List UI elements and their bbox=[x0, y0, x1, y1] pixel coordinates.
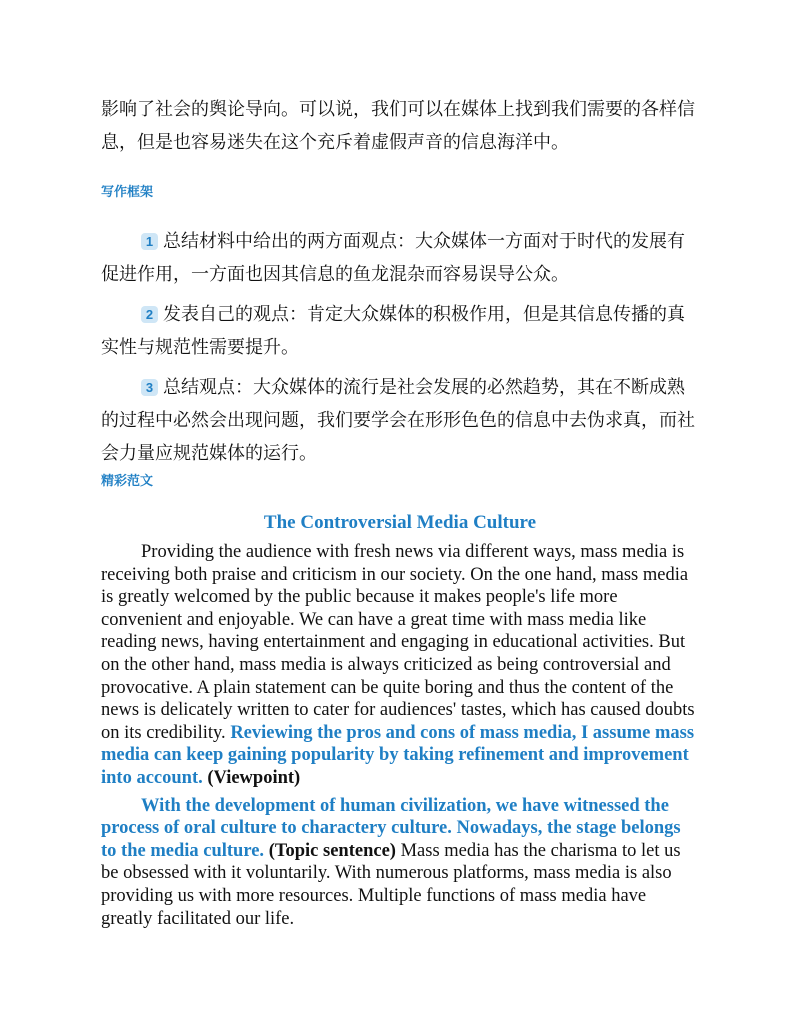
number-badge-1: 1 bbox=[141, 233, 158, 250]
paragraph-text: Mass media has the charisma to let us be obsessed with it voluntarily. With numerous platforms, mass media is also providing us with more resources. Multiple functions of mass media have greatly facilitated our life. bbox=[101, 840, 681, 929]
intro-paragraph: 影响了社会的舆论导向。可以说，我们可以在媒体上找到我们需要的各样信息，但是也容易迷失在这个充斥着虚假声音的信息海洋中。 bbox=[101, 99, 695, 153]
topic-sentence-tag: (Topic sentence) bbox=[264, 840, 396, 861]
paragraph-text: Providing the audience with fresh news via different ways, mass media is receiving both praise and criticism in our society. On the one hand, mass media is greatly welcomed by the public because it makes people's life more convenient and enjoyable. We can have a great time with mass media like reading news, having entertainment and engaging in educational activities. But on the other hand, mass media is always criticized as being controversial and provocative. A plain statement can be quite boring and thus the content of the news is delicately written to cater for audiences' tastes, which has caused doubts on its credibility. bbox=[101, 542, 695, 743]
sample-essay bbox=[101, 510, 699, 935]
framework-item-text: 总结观点：大众媒体的流行是社会发展的必然趋势，其在不断成熟的过程中必然会出现问题，我们要学会在形形色色的信息中去伪求真，而社会力量应规范媒体的运行。 bbox=[101, 377, 695, 464]
viewpoint-tag: (Viewpoint) bbox=[202, 767, 301, 788]
framework-item-text: 总结材料中给出的两方面观点：大众媒体一方面对于时代的发展有促进作用，一方面也因其信息的鱼龙混杂而容易误导公众。 bbox=[101, 231, 685, 285]
essay-paragraph-1 bbox=[101, 541, 699, 790]
viewpoint-sentence: Reviewing the pros and cons of mass media, I assume mass media can keep gaining popularity by taking refinement and improvement into account. bbox=[101, 722, 695, 788]
topic-sentence: With the development of human civilization, we have witnessed the process of oral culture to charactery culture. Nowadays, the stage belongs to the media culture. bbox=[101, 795, 681, 861]
framework-heading: 写作框架 bbox=[101, 185, 154, 200]
number-badge-2: 2 bbox=[141, 306, 158, 323]
essay-paragraph-2 bbox=[101, 795, 699, 931]
framework-item-text: 发表自己的观点：肯定大众媒体的积极作用，但是其信息传播的真实性与规范性需要提升。 bbox=[101, 304, 685, 358]
framework-list bbox=[101, 225, 699, 477]
essay-title: The Controversial Media Culture bbox=[263, 512, 537, 533]
number-badge-3: 3 bbox=[141, 379, 158, 396]
framework-item bbox=[101, 371, 699, 470]
framework-item bbox=[101, 225, 699, 291]
framework-item bbox=[101, 298, 699, 364]
sample-heading: 精彩范文 bbox=[101, 474, 154, 489]
